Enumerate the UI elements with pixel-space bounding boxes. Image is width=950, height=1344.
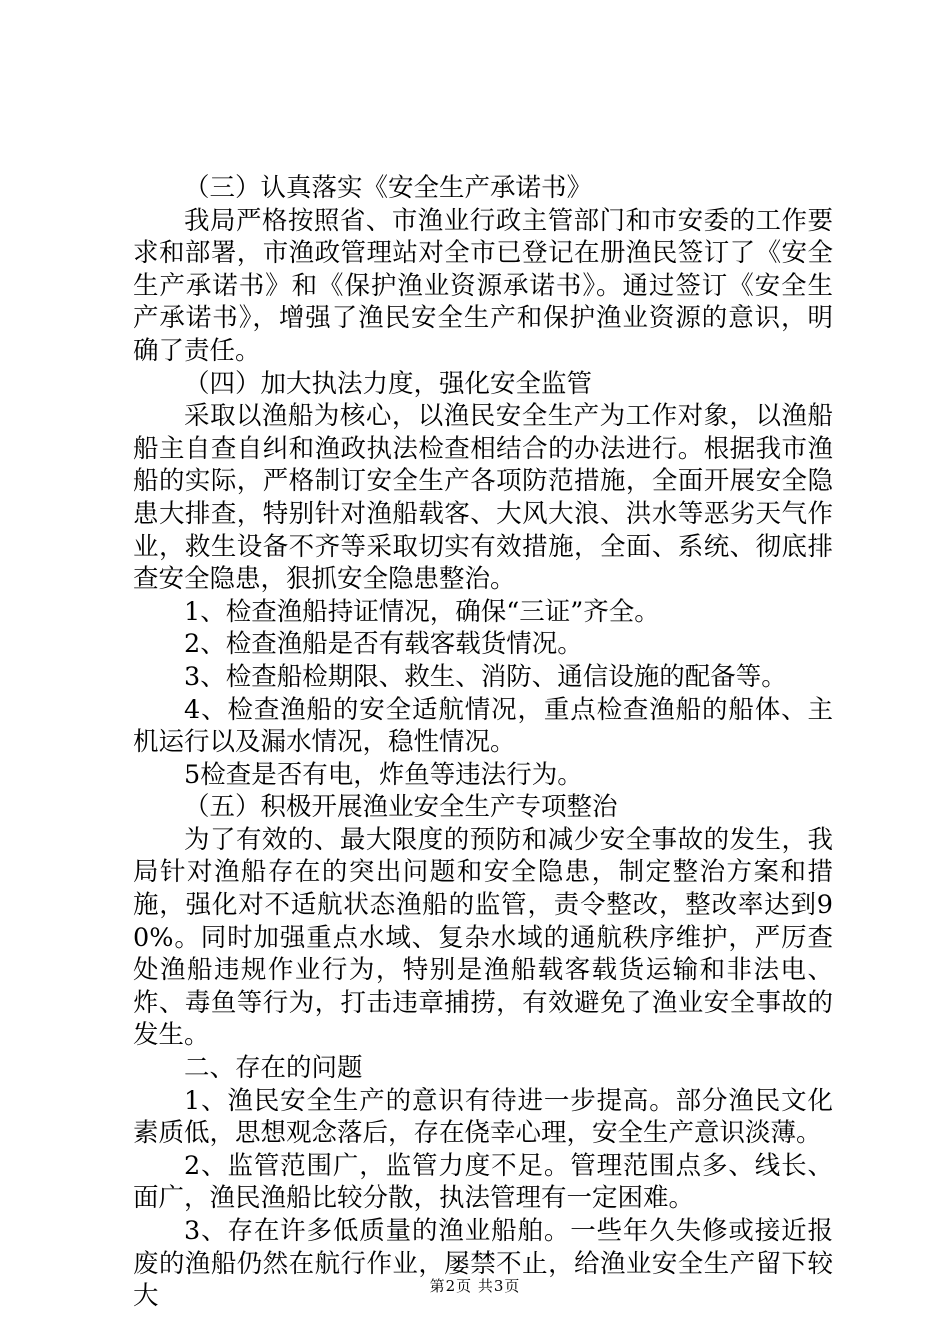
list-item: 3、存在许多低质量的渔业船舶。一些年久失修或接近报废的渔船仍然在航行作业，屡禁不止，给渔业安全生产留下较大 bbox=[133, 1216, 833, 1312]
list-item: 1、检查渔船持证情况，确保“三证”齐全。 bbox=[184, 596, 660, 627]
document-body bbox=[133, 172, 833, 1313]
list-item: 3、检查船检期限、救生、消防、通信设施的配备等。 bbox=[184, 661, 787, 692]
list-item: 5检查是否有电，炸鱼等违法行为。 bbox=[184, 759, 583, 790]
section-heading-4: （四）加大执法力度，强化安全监管 bbox=[184, 368, 593, 399]
body-paragraph: 为了有效的、最大限度的预防和减少安全事故的发生，我局针对渔船存在的突出问题和安全隐患，制定整治方案和措施，强化对不适航状态渔船的监管，责令整改，整改率达到90%。同时加强重点水域、复杂水域的通航秩序维护，严厉查处渔船违规作业行为，特别是渔船载客载货运输和非法电、炸、毒鱼等行为，打击违章捕捞，有效避免了渔业安全事故的发生。 bbox=[133, 824, 833, 1051]
section-heading-5: （五）积极开展渔业安全生产专项整治 bbox=[184, 792, 618, 823]
list-item: 1、渔民安全生产的意识有待进一步提高。部分渔民文化素质低，思想观念落后，存在侥幸心理，安全生产意识淡薄。 bbox=[133, 1085, 833, 1149]
body-paragraph: 采取以渔船为核心，以渔民安全生产为工作对象，以渔船船主自查自纠和渔政执法检查相结合的办法进行。根据我市渔船的实际，严格制订安全生产各项防范措施，全面开展安全隐患大排查，特别针对渔船载客、大风大浪、洪水等恶劣天气作业，救生设备不齐等采取切实有效措施，全面、系统、彻底排查安全隐患，狠抓安全隐患整治。 bbox=[133, 401, 833, 595]
list-item: 2、检查渔船是否有载客载货情况。 bbox=[184, 629, 583, 660]
page-footer: 第2页 共3页 bbox=[429, 1277, 521, 1295]
list-item: 2、监管范围广，监管力度不足。管理范围点多、线长、面广，渔民渔船比较分散，执法管理有一定困难。 bbox=[133, 1150, 833, 1214]
section-heading-3: （三）认真落实《安全生产承诺书》 bbox=[184, 173, 593, 203]
list-item: 4、检查渔船的安全适航情况，重点检查渔船的船体、主机运行以及漏水情况，稳性情况。 bbox=[133, 694, 833, 758]
body-paragraph: 我局严格按照省、市渔业行政主管部门和市安委的工作要求和部署，市渔政管理站对全市已登记在册渔民签订了《安全生产承诺书》和《保护渔业资源承诺书》。通过签订《安全生产承诺书》，增强了渔民安全生产和保护渔业资源的意识，明确了责任。 bbox=[133, 205, 833, 366]
section-heading-problems: 二、存在的问题 bbox=[184, 1053, 363, 1084]
